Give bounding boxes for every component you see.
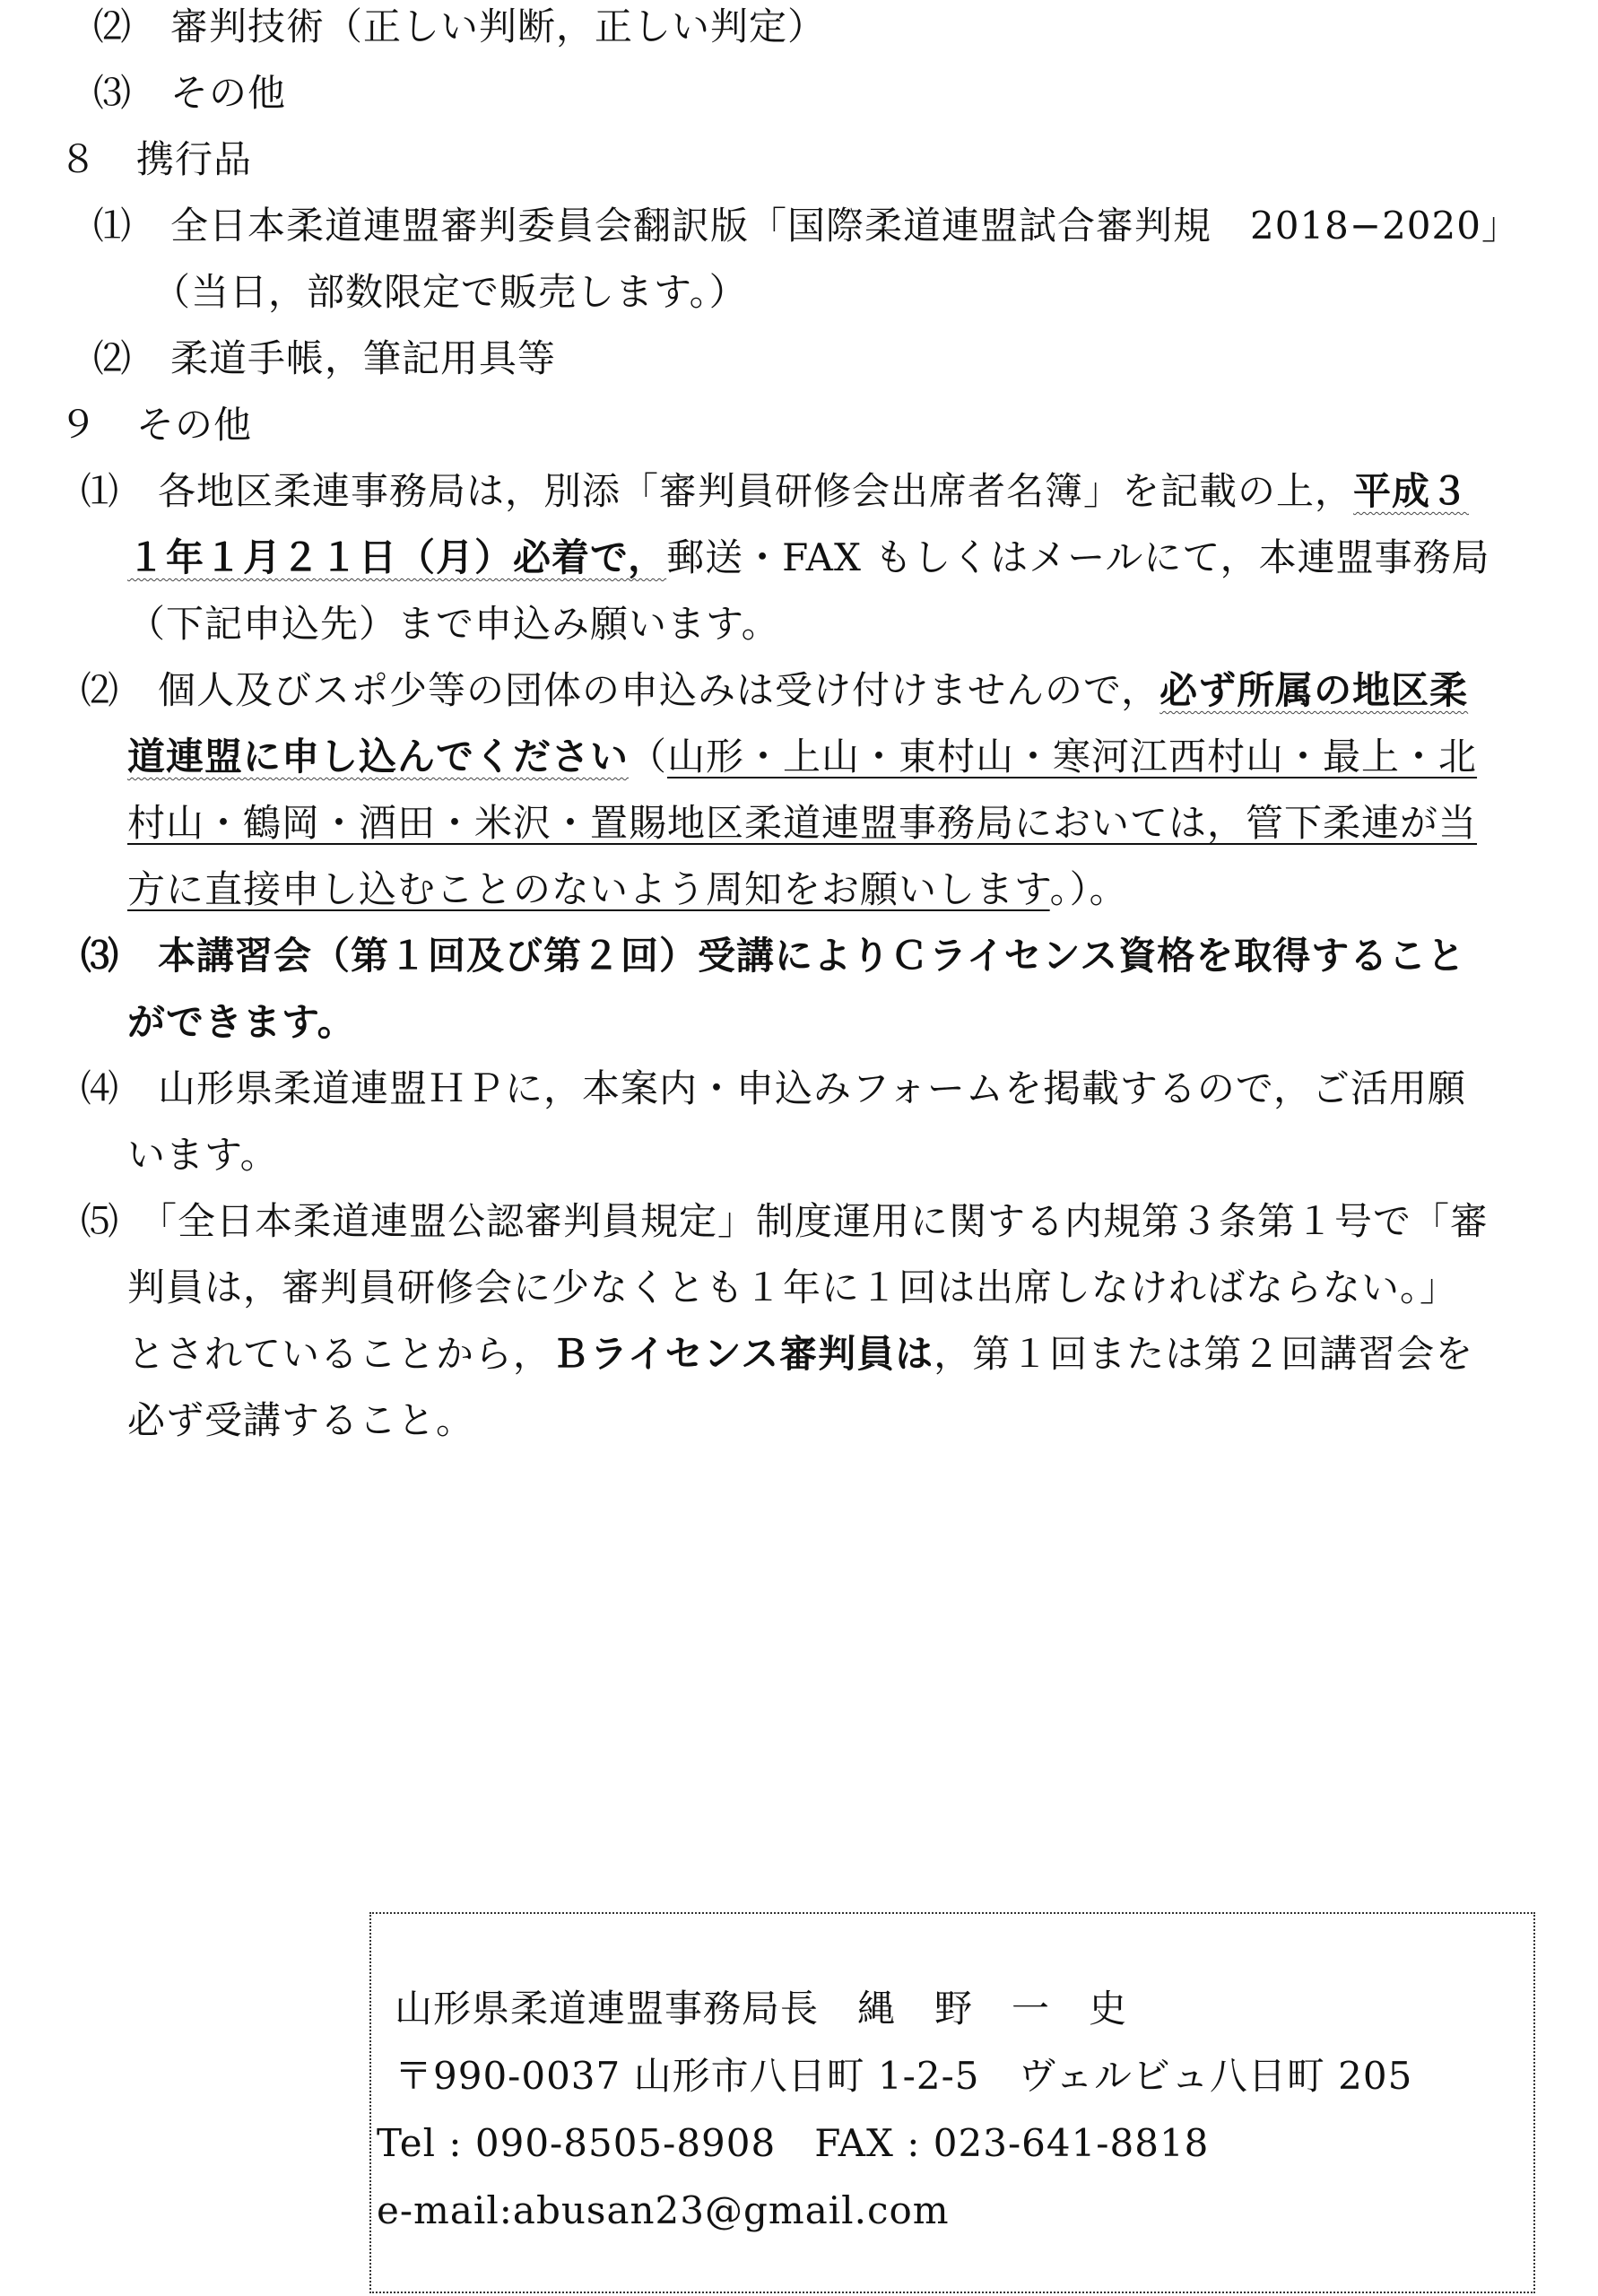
district-list-text-end: 方に直接申し込むことのないよう周知をお願いします <box>127 867 1050 911</box>
apply-via-district-text-cont: 道連盟に申し込んでください <box>127 735 630 778</box>
district-list-text: 山形・上山・東村山・寒河江西村山・最上・北 <box>667 735 1478 778</box>
item-1-application-line1: ⑴ 各地区柔連事務局は，別添「審判員研修会出席者名簿」を記載の上，平成３ <box>81 469 1470 513</box>
item-2-applications-line2: 道連盟に申し込んでください（山形・上山・東村山・寒河江西村山・最上・北 <box>127 735 1478 778</box>
item-2-applications-line4: 方に直接申し込むことのないよう周知をお願いします。）。 <box>127 867 1128 911</box>
item-3-other: ⑶ その他 <box>93 71 287 115</box>
item-4-website-line1: ⑷ 山形県柔道連盟ＨＰに，本案内・申込みフォームを掲載するので，ご活用願 <box>81 1066 1467 1110</box>
item-4-website-line2: います。 <box>127 1133 279 1177</box>
contact-address: 〒990-0037 山形市八日町 1-2-5 ヴェルビュ八日町 205 <box>395 2054 1413 2098</box>
district-list-text-cont: 村山・鶴岡・酒田・米沢・置賜地区柔道連盟事務局においては，管下柔連が当 <box>127 801 1478 845</box>
b-license-referee-text: Ｂライセンス審判員は <box>551 1332 934 1376</box>
deadline-text: 平成３ <box>1353 469 1470 513</box>
item-3-license-line2: ができます。 <box>127 1000 356 1044</box>
item-2-referee-technique: ⑵ 審判技術（正しい判断，正しい判定） <box>93 4 827 48</box>
apply-via-district-text: 必ず所属の地区柔 <box>1159 668 1469 712</box>
item-1-application-line3: （下記申込先）まで申込み願います。 <box>127 602 780 646</box>
item-1-application-line2: １年１月２１日（月）必着で，郵送・FAX もしくはメールにて，本連盟事務局 <box>127 535 1490 579</box>
item-1-rulebook: ⑴ 全日本柔道連盟審判委員会翻訳版「国際柔道連盟試合審判規 2018−2020」 <box>93 204 1520 248</box>
contact-phone-fax: Tel : 090-8505-8908 FAX : 023-641-8818 <box>377 2121 1210 2165</box>
contact-name: 山形県柔道連盟事務局長 縄 野 一 史 <box>395 1987 1128 2031</box>
item-5-rules-line3: とされていることから，Ｂライセンス審判員は，第１回または第２回講習会を <box>127 1332 1474 1376</box>
item-2-judo-notebook: ⑵ 柔道手帳，筆記用具等 <box>93 336 557 380</box>
item-2-applications-line3 <box>127 798 1477 848</box>
contact-email: e-mail:abusan23@gmail.com <box>377 2188 950 2232</box>
item-3-license-line1: ⑶ 本講習会（第１回及び第２回）受講によりＣライセンス資格を取得すること <box>81 934 1466 978</box>
section-9-heading: ９ その他 <box>59 403 253 447</box>
deadline-text-cont: １年１月２１日（月）必着で， <box>127 535 667 579</box>
item-2-applications-line1: ⑵ 個人及びスポ少等の団体の申込みは受け付けませんので，必ず所属の地区柔 <box>81 668 1469 712</box>
item-5-rules-line4: 必ず受講すること。 <box>127 1398 475 1442</box>
contact-box <box>369 1912 1535 2293</box>
item-1-sale-note: （当日，部数限定で販売します。） <box>152 270 748 314</box>
section-8-heading: ８ 携行品 <box>59 137 253 181</box>
item-5-rules-line2: 判員は，審判員研修会に少なくとも１年に１回は出席しなければならない。」 <box>127 1265 1459 1309</box>
item-5-rules-line1: ⑸ 「全日本柔道連盟公認審判員規定」制度運用に関する内規第３条第１号で「審 <box>81 1199 1489 1243</box>
